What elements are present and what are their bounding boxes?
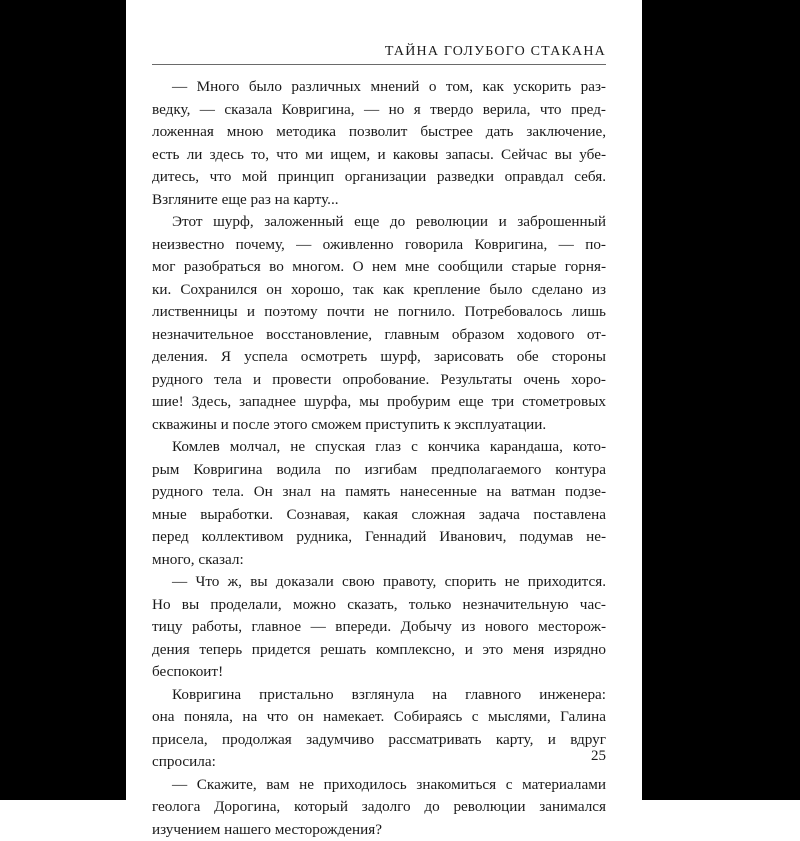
text-line: присела, продолжая задумчиво рассматривать карту, и вдруг <box>152 729 606 752</box>
text-line: дения теперь придется решать комплексно, и это меня изрядно <box>152 639 606 662</box>
text-line: есть ли здесь то, что ми ищем, и каковы запасы. Сейчас вы убе- <box>152 144 606 167</box>
text-line: скважины и после этого сможем приступить к эксплуатации. <box>152 414 606 437</box>
text-line: Ковригина пристально взглянула на главного инженера: <box>152 684 606 707</box>
book-page <box>126 0 642 800</box>
right-black-margin <box>642 0 800 800</box>
text-line: незначительное восстановление, главным образом ходового от- <box>152 324 606 347</box>
text-line: — Скажите, вам не приходилось знакомиться с материалами <box>152 774 606 797</box>
text-line: Но вы проделали, можно сказать, только незначительную час- <box>152 594 606 617</box>
left-black-margin <box>0 0 126 800</box>
text-line: спросила: <box>152 751 606 774</box>
page-number: 25 <box>591 748 606 765</box>
text-line: ведку, — сказала Ковригина, — но я твердо верила, что пред- <box>152 99 606 122</box>
text-line: геолога Дорогина, который задолго до революции занимался <box>152 796 606 819</box>
body-text <box>152 76 606 841</box>
text-line: лиственницы и поэтому почти не погнило. Потребовалось лишь <box>152 301 606 324</box>
text-line: — Что ж, вы доказали свою правоту, спорить не приходится. <box>152 571 606 594</box>
text-line: ки. Сохранился он хорошо, так как крепление было сделано из <box>152 279 606 302</box>
text-line: тицу работы, главное — впереди. Добычу из нового месторож- <box>152 616 606 639</box>
text-line: рым Ковригина водила по изгибам предполагаемого контура <box>152 459 606 482</box>
text-line: она поняла, на что он намекает. Собираясь с мыслями, Галина <box>152 706 606 729</box>
text-line: перед коллективом рудника, Геннадий Иванович, подумав не- <box>152 526 606 549</box>
text-line: Комлев молчал, не спуская глаз с кончика карандаша, кото- <box>152 436 606 459</box>
text-line: мог разобраться во многом. О нем мне сообщили старые горня- <box>152 256 606 279</box>
text-line: — Много было различных мнений о том, как ускорить раз- <box>152 76 606 99</box>
text-line: рудного тела. Он знал на память нанесенные на ватман подзе- <box>152 481 606 504</box>
text-line: рудного тела и провести опробование. Результаты очень хоро- <box>152 369 606 392</box>
running-head: ТАЙНА ГОЛУБОГО СТАКАНА <box>385 44 606 60</box>
text-line: беспокоит! <box>152 661 606 684</box>
header-rule <box>152 64 606 65</box>
text-line: изучением нашего месторождения? <box>152 819 606 841</box>
text-line: неизвестно почему, — оживленно говорила Ковригина, — по- <box>152 234 606 257</box>
text-line: Этот шурф, заложенный еще до революции и заброшенный <box>152 211 606 234</box>
text-line: деления. Я успела осмотреть шурф, зарисовать обе стороны <box>152 346 606 369</box>
text-line: дитесь, что мой принцип организации разведки оправдал себя. <box>152 166 606 189</box>
text-line: много, сказал: <box>152 549 606 572</box>
text-line: Взгляните еще раз на карту... <box>152 189 606 212</box>
text-line: шие! Здесь, западнее шурфа, мы пробурим еще три стометровых <box>152 391 606 414</box>
text-line: мные выработки. Сознавая, какая сложная задача поставлена <box>152 504 606 527</box>
text-line: ложенная мною методика позволит быстрее дать заключение, <box>152 121 606 144</box>
